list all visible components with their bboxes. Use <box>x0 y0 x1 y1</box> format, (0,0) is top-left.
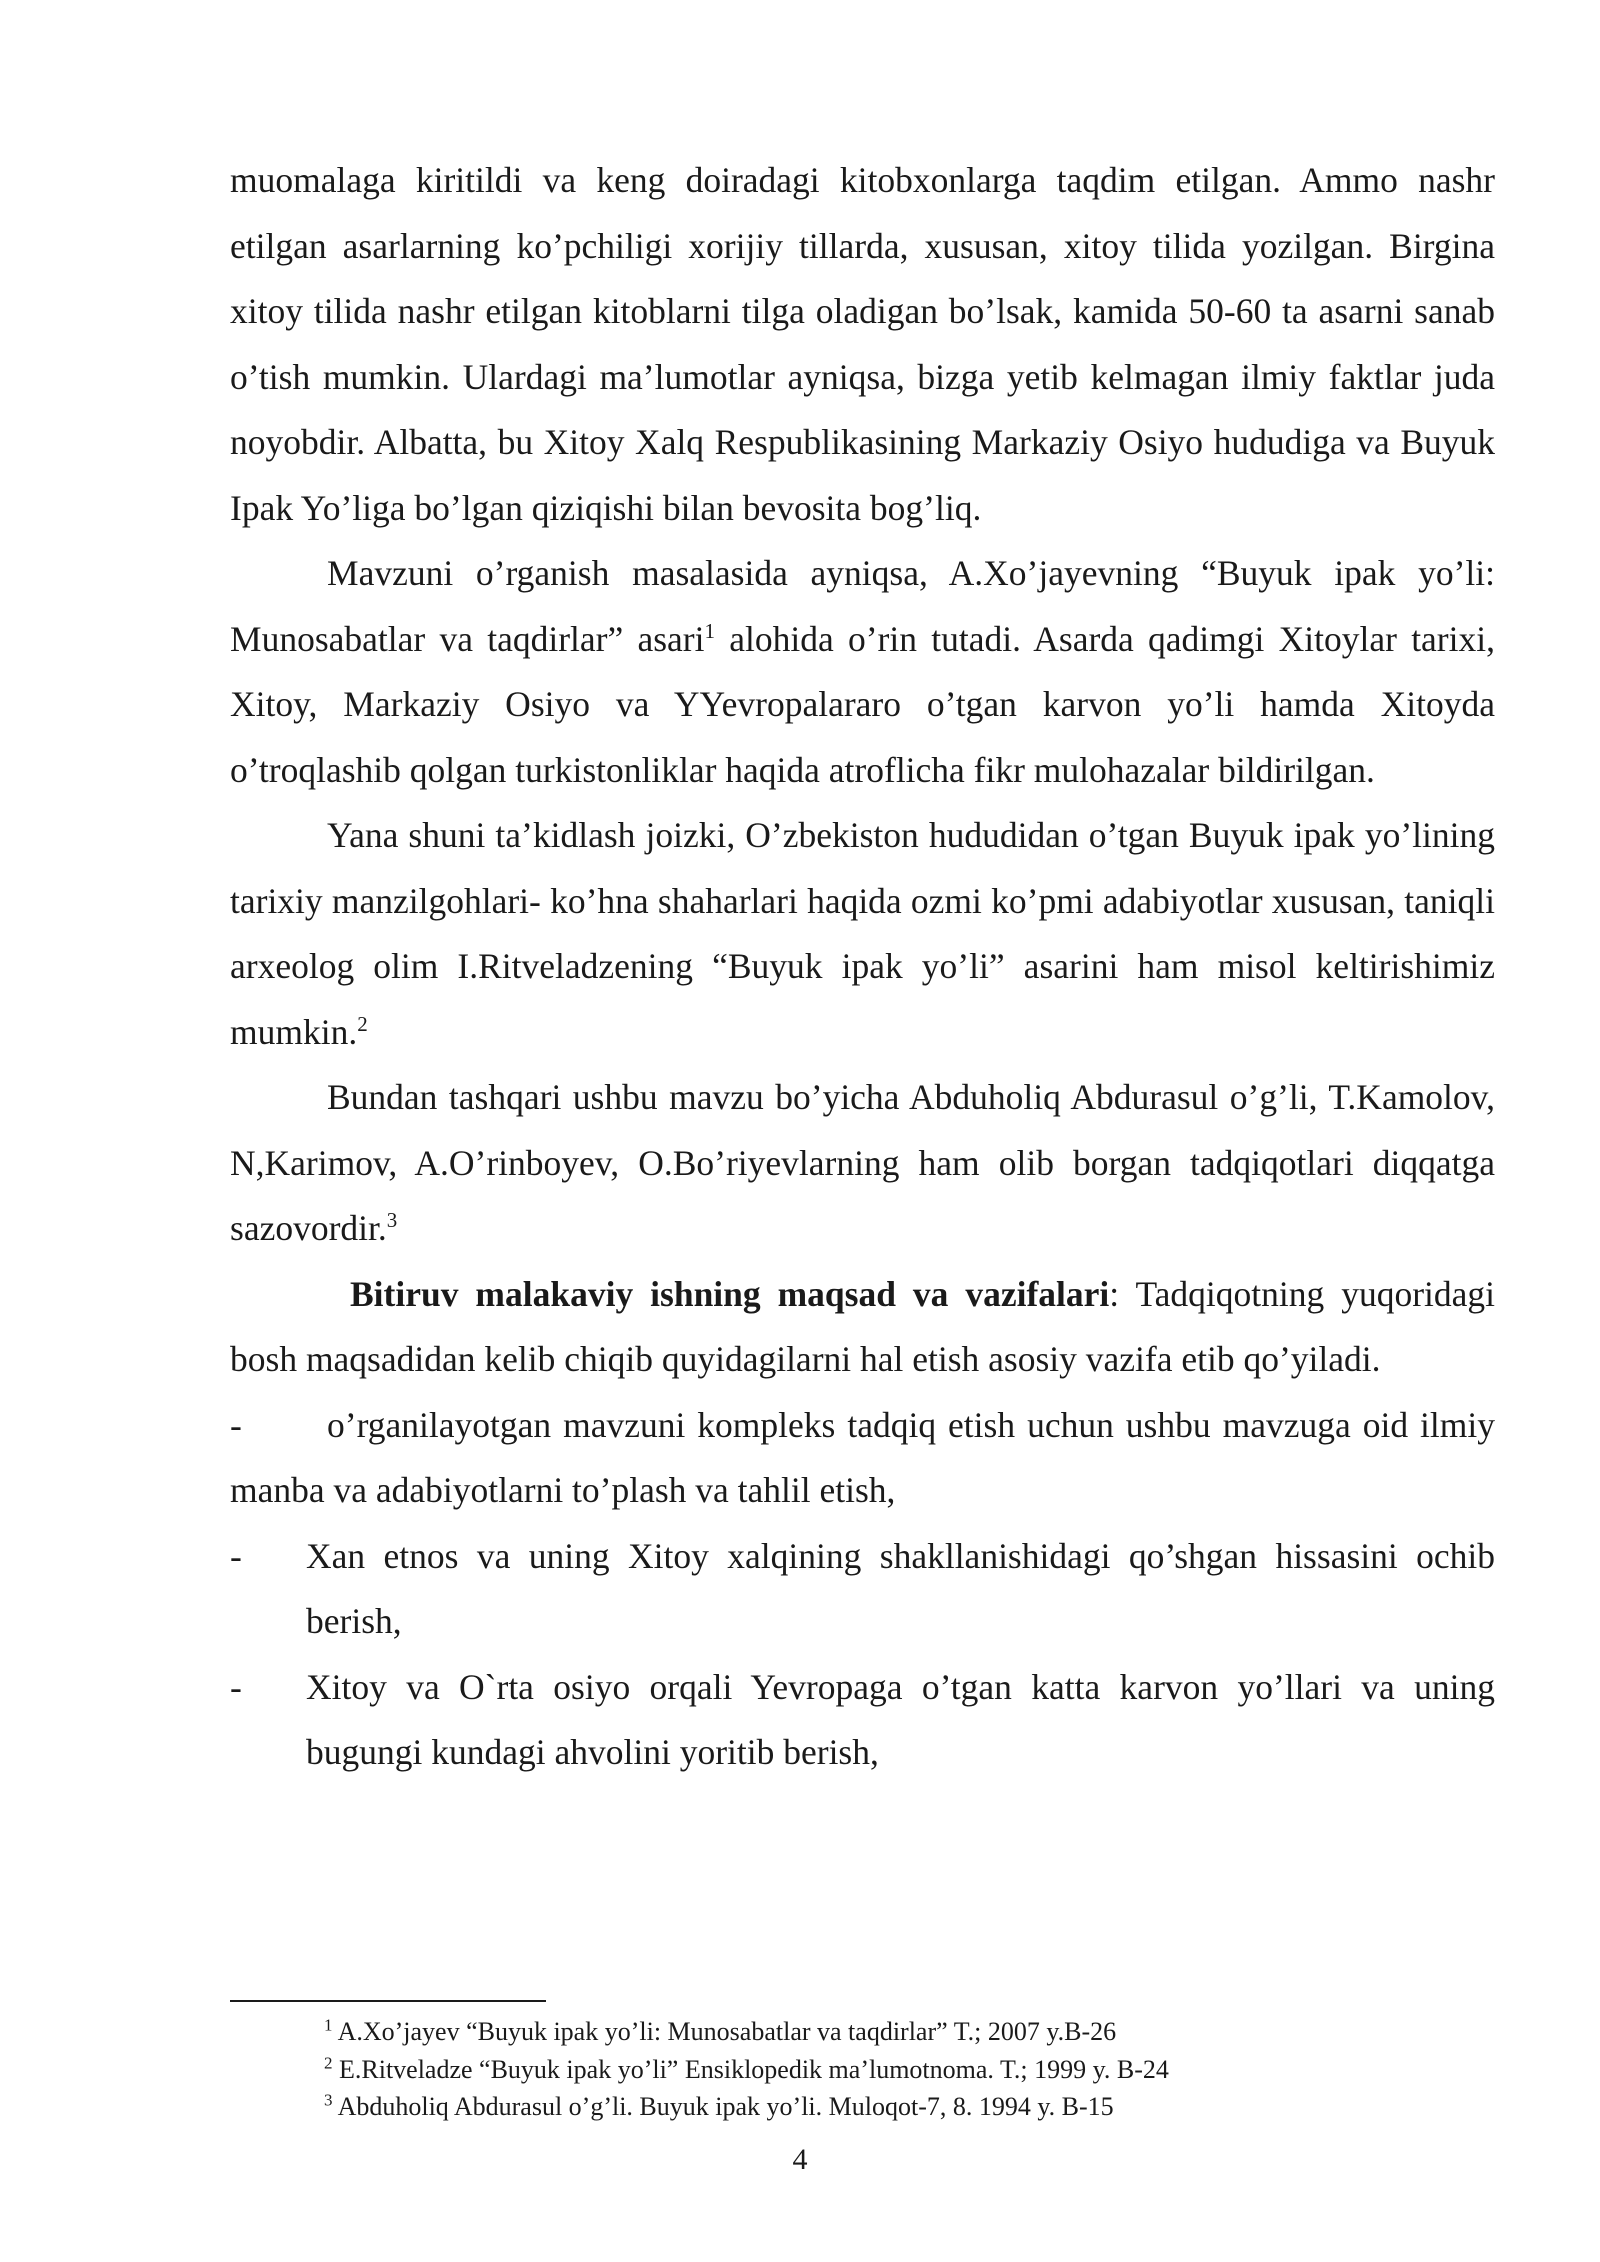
paragraph-3 <box>230 803 1495 1065</box>
footnote-number: 2 <box>324 2052 333 2072</box>
paragraph-4-text: Bundan tashqari ushbu mavzu bo’yicha Abduholiq Abdurasul o’g’li, T.Kamolov, N,Karimov, A.O’rinboyev, O.Bo’riyevlarning ham olib borgan tadqiqotlari diqqatga sazovordir. <box>230 1077 1495 1248</box>
paragraph-aims <box>230 1262 1495 1393</box>
footnotes <box>324 2013 1474 2126</box>
paragraph-2-text-a: Mavzuni o’rganish masalasida ayniqsa, A.Xo’jayevning “Buyuk ipak yo’li: Munosabatlar va taqdirlar” asari <box>230 553 1495 659</box>
aims-heading: Bitiruv malakaviy ishning maqsad va vazifalari <box>350 1273 1110 1314</box>
bullet-item-1 <box>230 1393 1495 1524</box>
paragraph-3-text: Yana shuni ta’kidlash joizki, O’zbekiston hududidan o’tgan Buyuk ipak yo’lining tarixiy manzilgohlari- ko’hna shaharlari haqida ozmi ko’pmi adabiyotlar xususan, taniqli arxeolog olim I.Ritveladzening “Buyuk ipak yo’li” asarini ham misol keltirishimiz mumkin. <box>230 815 1495 1052</box>
footnote-ref-3[interactable]: 3 <box>386 1208 398 1233</box>
bullet-dash: - <box>230 1404 242 1445</box>
paragraph-2 <box>230 541 1495 803</box>
footnote-1 <box>324 2013 1474 2051</box>
paragraph-2-text-b: alohida o’rin tutadi. Asarda qadimgi Xitoylar tarixi, Xitoy, Markaziy Osiyo va YYevropalararo o’tgan karvon yo’li hamda Xitoyda o’troqlashib qolgan turkistonliklar haqida atroflicha fikr mulohazalar bildirilgan. <box>230 618 1495 790</box>
body-text <box>230 148 1495 1786</box>
bullet-item-2 <box>230 1524 1495 1655</box>
paragraph-4 <box>230 1065 1495 1262</box>
bullet-text: o’rganilayotgan mavzuni kompleks tadqiq etish uchun ushbu mavzuga oid ilmiy manba va adabiyotlarni to’plash va tahlil etish, <box>230 1404 1495 1510</box>
footnote-text: Abduholiq Abdurasul o’g’li. Buyuk ipak yo’li. Muloqot-7, 8. 1994 y. B-15 <box>332 2092 1114 2121</box>
footnote-number: 3 <box>324 2090 333 2110</box>
paragraph-1: muomalaga kiritildi va keng doiradagi kitobxonlarga taqdim etilgan. Ammo nashr etilgan asarlarning ko’pchiligi xorijiy tillarda, xususan, xitoy tilida yozilgan. Birgina xitoy tilida nashr etilgan kitoblarni tilga oladigan bo’lsak, kamida 50-60 ta asarni sanab o’tish mumkin. Ulardagi ma’lumotlar ayniqsa, bizga yetib kelmagan ilmiy faktlar juda noyobdir. Albatta, bu Xitoy Xalq Respublikasining Markaziy Osiyo hududiga va Buyuk Ipak Yo’liga bo’lgan qiziqishi bilan bevosita bog’liq. <box>230 160 1495 528</box>
footnote-text: A.Xo’jayev “Buyuk ipak yo’li: Munosabatlar va taqdirlar” T.; 2007 y.B-26 <box>332 2017 1117 2046</box>
bullet-dash: - <box>230 1535 242 1576</box>
footnote-ref-2[interactable]: 2 <box>357 1011 368 1036</box>
bullet-text: Xan etnos va uning Xitoy xalqining shakllanishidagi qo’shgan hissasini ochib berish, <box>306 1535 1495 1641</box>
footnote-ref-1[interactable]: 1 <box>704 618 715 643</box>
footnote-3 <box>324 2088 1474 2126</box>
page-number: 4 <box>792 2143 808 2176</box>
footnote-number: 1 <box>324 2015 333 2035</box>
bullet-text: Xitoy va O`rta osiyo orqali Yevropaga o’tgan katta karvon yo’llari va uning bugungi kundagi ahvolini yoritib berish, <box>306 1666 1495 1772</box>
footnote-2 <box>324 2051 1474 2089</box>
bullet-item-3 <box>230 1655 1495 1786</box>
footnote-text: E.Ritveladze “Buyuk ipak yo’li” Ensiklopedik ma’lumotnoma. T.; 1999 y. B-24 <box>332 2054 1169 2084</box>
footnote-separator <box>230 2000 546 2002</box>
bullet-dash: - <box>230 1666 242 1707</box>
aims-text: : Tadqiqotning yuqoridagi bosh maqsadidan kelib chiqib quyidagilarni hal etish asosiy vazifa etib qo’yiladi. <box>230 1273 1496 1379</box>
